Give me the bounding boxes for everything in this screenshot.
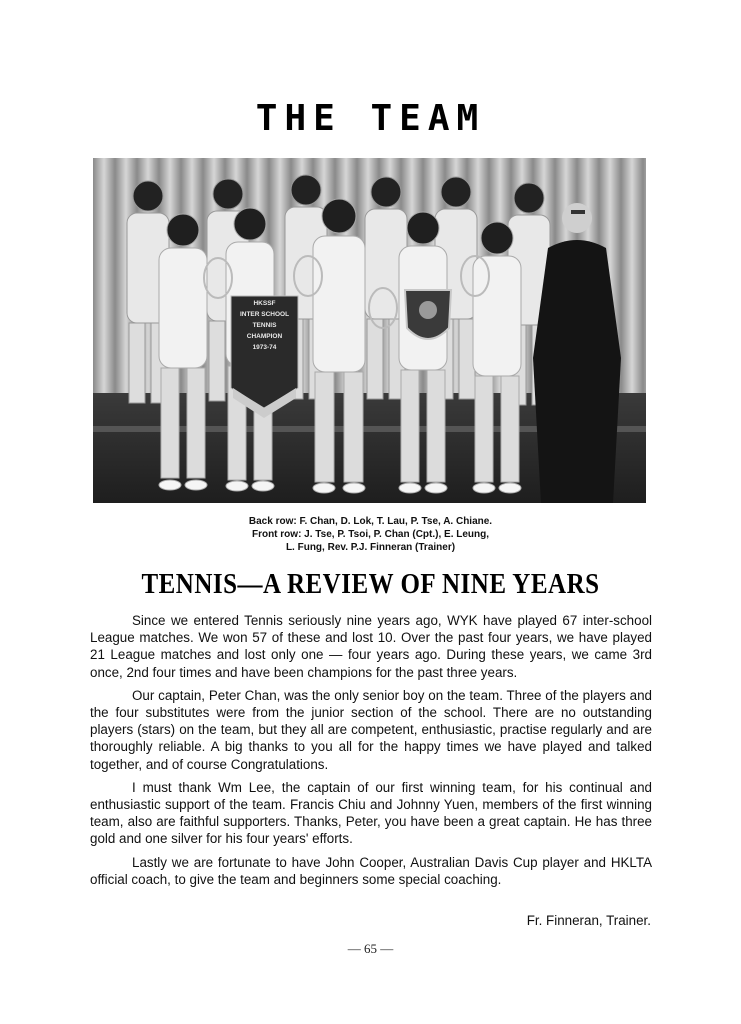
paragraph: Our captain, Peter Chan, was the only senior boy on the team. Three of the players and the four substitutes were from the junior section of the school. There are no outstanding players (stars) on the team, but they all are competent, enthusiastic, practise regularly and are thoroughly reliable. A big thanks to you all for the happy times we have played and talked together, and of course Congratulations. xyxy=(90,687,652,772)
caption-front-row-continued: L. Fung, Rev. P.J. Finneran (Trainer) xyxy=(285,542,456,553)
page-title: THE TEAM xyxy=(255,98,486,139)
caption-front-row: Front row: J. Tse, P. Tsoi, P. Chan (Cpt.), E. Leung, xyxy=(251,529,490,540)
banner-line: INTER SCHOOL xyxy=(239,311,290,318)
banner-line: HKSSF xyxy=(253,300,276,307)
page-number: — 65 — xyxy=(347,941,394,956)
caption-back-row: Back row: F. Chan, D. Lok, T. Lau, P. Tse, A. Chiane. xyxy=(248,516,493,527)
banner-line: TENNIS xyxy=(252,322,277,329)
paragraph: Lastly we are fortunate to have John Cooper, Australian Davis Cup player and HKLTA official coach, to give the team and beginners some special coaching. xyxy=(90,854,652,887)
banner-line: 1973-74 xyxy=(252,344,277,351)
team-photo xyxy=(93,158,646,503)
banner-line: CHAMPION xyxy=(246,333,283,340)
photo-caption xyxy=(0,515,741,554)
article-body xyxy=(90,612,652,894)
paragraph: Since we entered Tennis seriously nine years ago, WYK have played 67 inter-school League matches. We won 57 of these and lost 10. Over the past four years, we have played 21 League matches and lost only one — four years ago. During these years, we came 3rd once, 2nd four times and have been champions for the past three years. xyxy=(90,613,652,680)
signature: Fr. Finneran, Trainer. xyxy=(526,913,651,928)
paragraph: I must thank Wm Lee, the captain of our first winning team, for his continual and enthusiastic support of the team. Francis Chiu and Johnny Yuen, members of the first winning team, also are faithful supporters. Thanks, Peter, you have been a great captain. He has three gold and one silver for his four years' efforts. xyxy=(90,779,652,847)
article-heading: TENNIS—A REVIEW OF NINE YEARS xyxy=(141,569,600,600)
